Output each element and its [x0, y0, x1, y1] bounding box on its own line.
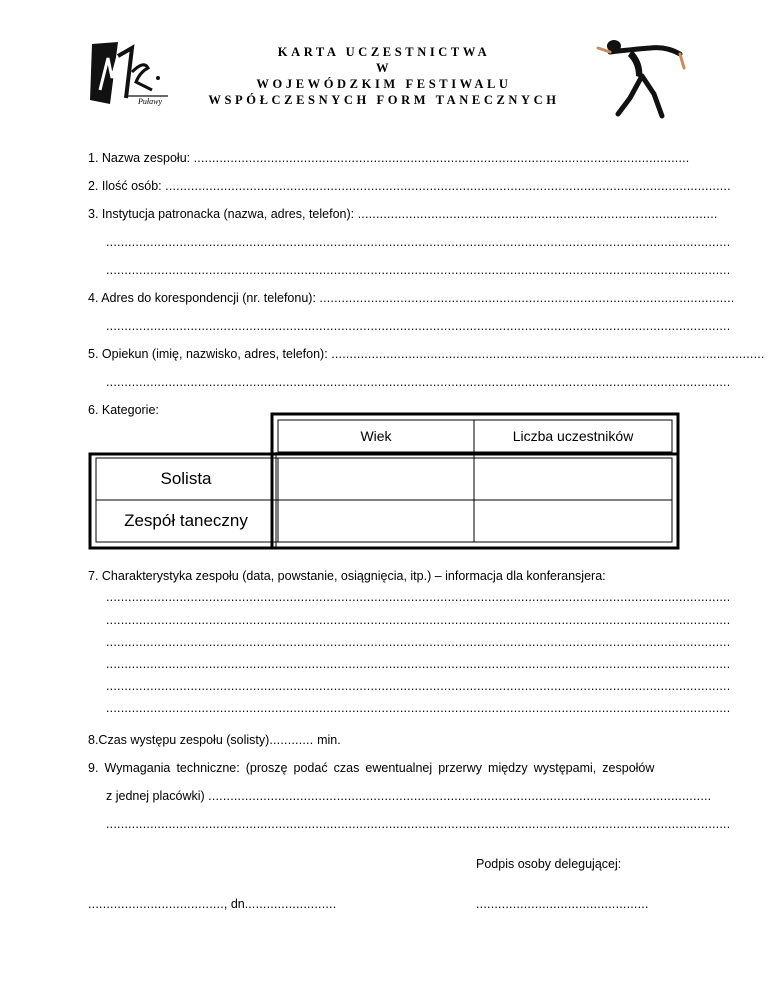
fill-line[interactable]: .......................................................................................................................................................................... — [106, 613, 731, 627]
title-line: KARTA UCZESTNICTWA — [277, 45, 491, 59]
fill-dots[interactable]: ....................................................................................................................................... — [193, 151, 690, 165]
page-title — [180, 44, 588, 108]
fill-line[interactable]: .......................................................................................................................................................................... — [106, 590, 731, 604]
date-dots[interactable]: ........................ — [248, 897, 337, 911]
field-label: 1. Nazwa zespołu: — [88, 151, 191, 165]
row-label-dance-group: Zespół taneczny — [124, 511, 248, 530]
cell-group-age[interactable] — [278, 500, 474, 542]
fill-line[interactable]: .......................................................................................................................................................................... — [106, 701, 731, 715]
field-institution — [88, 206, 718, 222]
fill-dots[interactable]: ......................................................................................................................................... — [208, 789, 712, 803]
logo-text: Puławy — [138, 97, 162, 106]
field-label: 9. Wymagania techniczne: (proszę podać czas ewentualnej przerwy między występami, zespołów — [88, 761, 655, 775]
unit-label: min. — [317, 733, 341, 747]
date-field — [88, 896, 348, 912]
field-label: 4. Adres do korespondencji (nr. telefonu): — [88, 291, 316, 305]
field-guardian — [88, 346, 765, 362]
field-label: 8.Czas występu zespołu (solisty) — [88, 733, 270, 747]
dancer-illustration — [592, 32, 688, 122]
fill-line[interactable]: .......................................................................................................................................................................... — [106, 235, 731, 249]
fill-dots[interactable]: ...................................................................................................................... — [331, 347, 765, 361]
fill-dots[interactable]: .......................................................................................................................................................... — [165, 179, 731, 193]
fill-line[interactable]: .......................................................................................................................................................................... — [106, 679, 731, 693]
row-label-soloist: Solista — [160, 469, 212, 488]
fill-line[interactable]: .......................................................................................................................................................................... — [106, 319, 731, 333]
title-line: WOJEWÓDZKIM FESTIWALU — [256, 77, 512, 91]
field-technical-requirements — [88, 760, 678, 776]
place-dots[interactable]: ..................................... — [88, 897, 224, 911]
field-label: z jednej placówki) — [106, 789, 205, 803]
cell-soloist-count[interactable] — [474, 458, 672, 500]
field-label: 5. Opiekun (imię, nazwisko, adres, telefon): — [88, 347, 328, 361]
title-line: W — [375, 61, 393, 75]
col-header-participants: Liczba uczestników — [512, 428, 634, 444]
fill-dots[interactable]: .................................................................................................. — [357, 207, 718, 221]
signature-line[interactable]: ............................................... — [476, 897, 649, 911]
cell-soloist-age[interactable] — [278, 458, 474, 500]
fill-dots[interactable]: ............ — [269, 733, 318, 747]
field-label: 2. Ilość osób: — [88, 179, 162, 193]
field-performance-time — [88, 732, 488, 748]
field-label: 3. Instytucja patronacka (nazwa, adres, telefon): — [88, 207, 355, 221]
festival-logo — [88, 38, 172, 108]
date-label: , dn. — [223, 897, 249, 911]
categories-table — [88, 412, 682, 552]
field-characteristics — [88, 568, 688, 584]
fill-line[interactable]: .......................................................................................................................................................................... — [106, 657, 731, 671]
field-label: 7. Charakterystyka zespołu (data, powstanie, osiągnięcia, itp.) – informacja dla konferansjera: — [88, 569, 606, 583]
field-label: 6. Kategorie: — [88, 403, 159, 417]
field-team-name — [88, 150, 690, 166]
col-header-age: Wiek — [360, 428, 392, 444]
fill-line[interactable]: .......................................................................................................................................................................... — [106, 263, 731, 277]
field-people-count — [88, 178, 731, 194]
field-technical-cont — [106, 788, 712, 804]
field-address — [88, 290, 735, 306]
cell-group-count[interactable] — [474, 500, 672, 542]
fill-line[interactable]: .......................................................................................................................................................................... — [106, 817, 731, 831]
signature-label: Podpis osoby delegującej: — [476, 857, 622, 871]
fill-line[interactable]: .......................................................................................................................................................................... — [106, 375, 731, 389]
title-line: WSPÓŁCZESNYCH FORM TANECZNYCH — [208, 93, 560, 107]
fill-line[interactable]: .......................................................................................................................................................................... — [106, 635, 731, 649]
fill-dots[interactable]: ................................................................................................................. — [319, 291, 735, 305]
